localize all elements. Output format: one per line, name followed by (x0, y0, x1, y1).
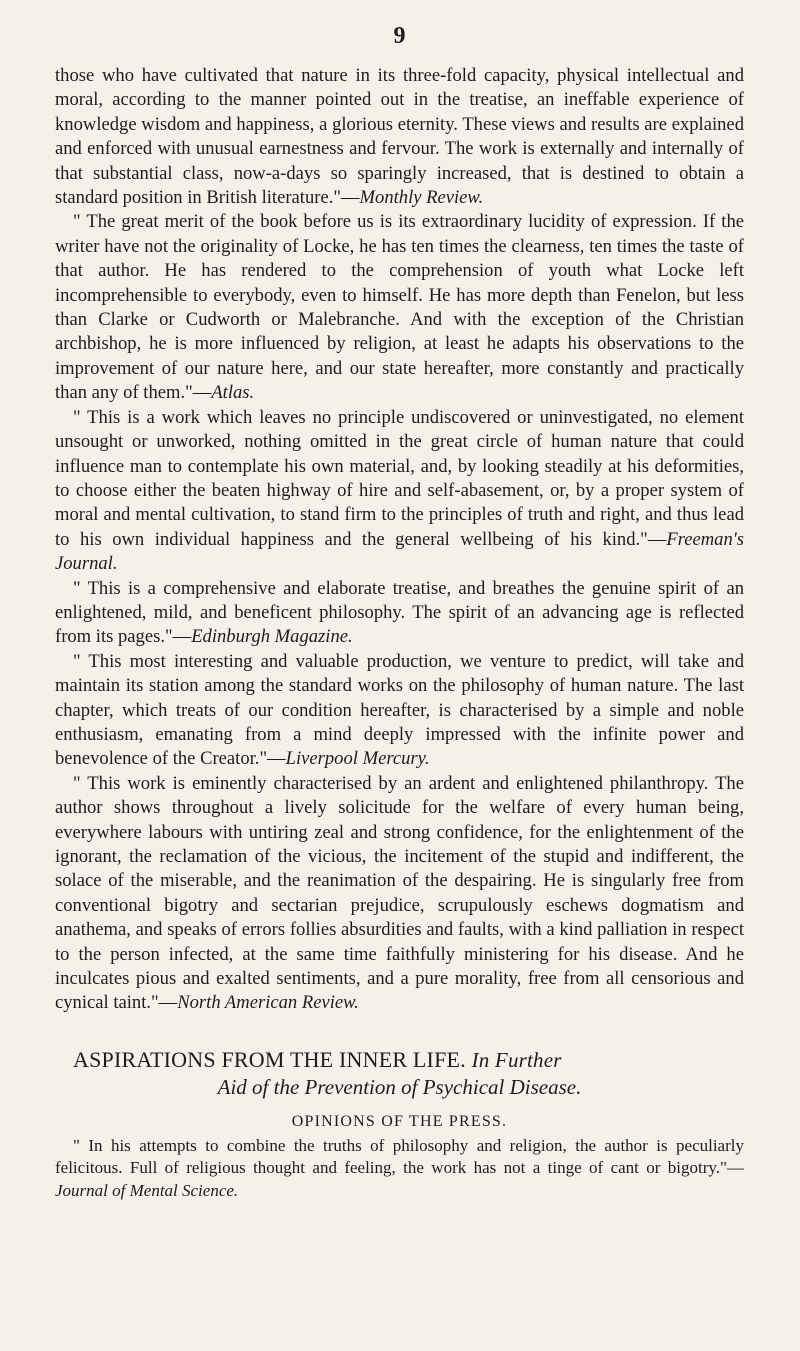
page-number: 9 (393, 23, 406, 49)
review-text: " This is a comprehensive and elaborate treatise, and breathes the genuine spirit of an enlightened, mild, and beneficent philosophy. The spirit of an advancing age is reflected from its pages."— (55, 577, 744, 648)
section-title-italic: In Further (471, 1047, 562, 1072)
review-text: " This work is eminently characterised by an ardent and enlightened philanthropy. The author shows throughout a lively solicitude for the welfare of every human being, everywhere labours with untiring zeal and strong confidence, for the enlightenment of the ignorant, the reclamation of the vicious, the incitement of the stupid and indifferent, the solace of the miserable, and the reanimation of the despairing. He is singularly free from conventional bigotry and sectarian prejudice, scrupulously eschews dogmatism and anathema, and speaks of errors follies absurdities and faults, with a kind palliation in respect to the person infected, at the same time faithfully ministering for his disease. And he inculcates pious and exalted sentiments, and a pure morality, free from all censorious and cynical taint."— (55, 772, 744, 1014)
section-heading (55, 1046, 744, 1074)
section-subtitle: Aid of the Prevention of Psychical Disease. (217, 1074, 582, 1099)
review-source: Liverpool Mercury. (285, 748, 430, 770)
review-source: Monthly Review. (359, 187, 484, 209)
review-source: Journal of Mental Science. (55, 1180, 239, 1200)
review-source: Atlas. (211, 382, 255, 404)
review-paragraph-monthly (55, 64, 744, 210)
review-text: those who have cultivated that nature in its three-fold capacity, physical intellectual and moral, according to the manner pointed out in the treatise, an ineffable experience of knowledge wisdom and happiness, a glorious eternity. These views and results are explained and enforced with unusual earnestness and fervour. The work is externally and internally of that substantial class, now-a-days so sparingly increased, that is destined to obtain a standard position in British literature."— (55, 65, 744, 209)
review-paragraph-mental-science (55, 1135, 744, 1203)
review-text: " This most interesting and valuable production, we venture to predict, will take and maintain its station among the standard works on the philosophy of human nature. The last chapter, which treats of our condition hereafter, is characterised by a simple and noble enthusiasm, emanating from a mind deeply impressed with the infinite power and benevolence of the Creator."— (55, 650, 744, 770)
review-paragraph-liverpool (55, 650, 744, 772)
review-text: " The great merit of the book before us is its extraordinary lucidity of expression. If the writer have not the originality of Locke, he has ten times the clearness, ten times the taste of that author. He has rendered to the comprehension of youth what Locke left incomprehensible to everybody, even to himself. He has more depth than Fenelon, but less than Clarke or Cudworth or Malebranche. And with the exception of the Christian archbishop, he is more influenced by religion, at least he adapts his observations to the improvement of our nature here, and our state hereafter, more constantly and practically than any of them."— (55, 211, 744, 404)
review-text: " In his attempts to combine the truths of philosophy and religion, the author is peculiarly felicitous. Full of religious thought and feeling, the work has not a tinge of cant or bigotry."— (55, 1135, 744, 1178)
opinions-label: OPINIONS OF THE PRESS. (291, 1112, 508, 1130)
review-source: North American Review. (177, 992, 359, 1014)
review-paragraph-atlas (55, 210, 744, 405)
section-title: ASPIRATIONS FROM THE INNER LIFE. (73, 1046, 466, 1072)
review-paragraph-edinburgh (55, 577, 744, 650)
review-paragraph-freeman (55, 406, 744, 577)
review-source: Freeman's Journal. (55, 528, 744, 575)
review-source: Edinburgh Magazine. (191, 626, 353, 648)
review-text: " This is a work which leaves no principle undiscovered or uninvestigated, no element unsought or unworked, nothing omitted in the great circle of human nature that could influence man to contemplate his own material, and, by looking steadily at his deformities, to choose either the beaten highway of hire and self-abasement, or, by a proper system of moral and mental cultivation, to stand firm to the principles of truth and right, and thus lead to his own individual happiness and the general wellbeing of his kind."— (55, 406, 744, 550)
review-paragraph-north-american (55, 772, 744, 1016)
